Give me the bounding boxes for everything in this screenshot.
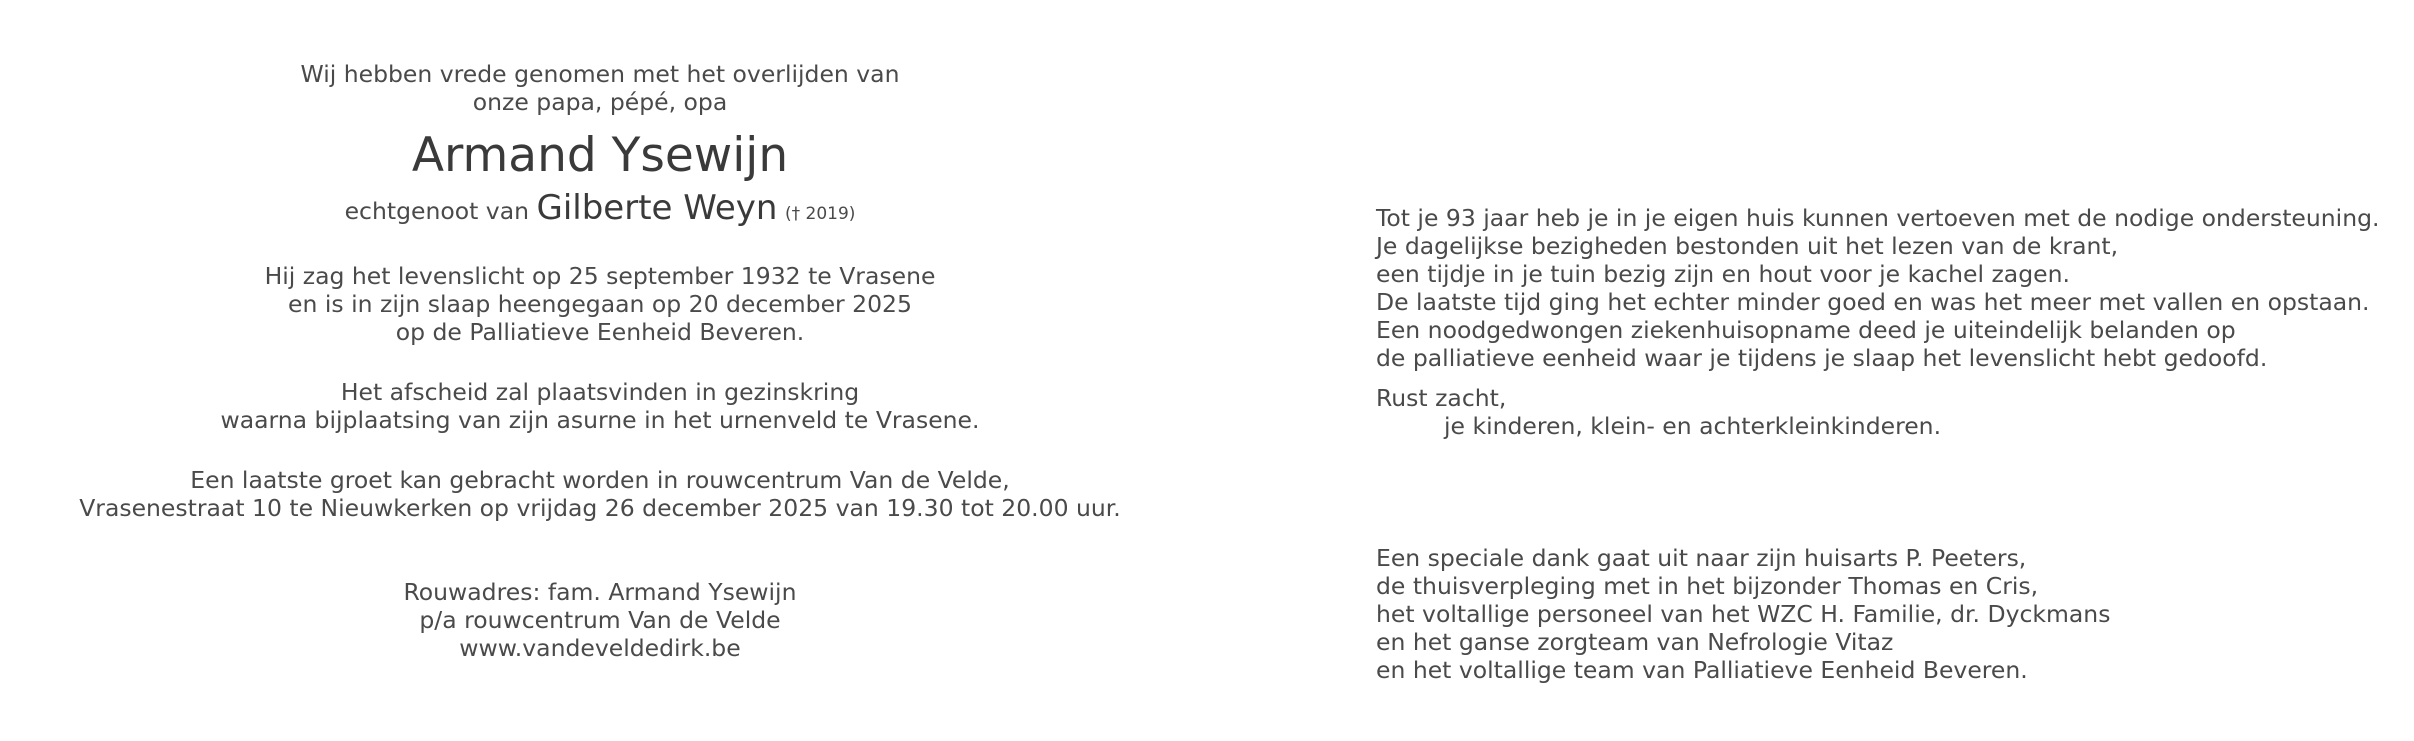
spouse-death: († 2019) bbox=[784, 204, 856, 224]
story-line: Een noodgedwongen ziekenhuisopname deed je uiteindelijk belanden op bbox=[1376, 316, 2236, 344]
intro-line: onze papa, pépé, opa bbox=[472, 88, 728, 116]
address-line: Rouwadres: fam. Armand Ysewijn bbox=[403, 578, 797, 606]
story-line: De laatste tijd ging het echter minder goed en was het meer met vallen en opstaan. bbox=[1376, 288, 2370, 316]
story-line: Je dagelijkse bezigheden bestonden uit het lezen van de krant, bbox=[1376, 232, 2119, 260]
spouse-prefix: echtgenoot van bbox=[344, 197, 529, 225]
story-line: Tot je 93 jaar heb je in je eigen huis kunnen vertoeven met de nodige ondersteuning. bbox=[1376, 204, 2380, 232]
deceased-name: Armand Ysewijn bbox=[411, 128, 789, 183]
intro-line: Wij hebben vrede genomen met het overlijden van bbox=[300, 60, 900, 88]
address-line: p/a rouwcentrum Van de Velde bbox=[419, 606, 781, 634]
spouse-line bbox=[0, 188, 1200, 234]
signature-line: je kinderen, klein- en achterkleinkinderen. bbox=[1444, 412, 1942, 440]
thanks-line: de thuisverpleging met in het bijzonder Thomas en Cris, bbox=[1376, 572, 2039, 600]
farewell-line: waarna bijplaatsing van zijn asurne in het urnenveld te Vrasene. bbox=[220, 406, 980, 434]
thanks-line: het voltallige personeel van het WZC H. Familie, dr. Dyckmans bbox=[1376, 600, 2111, 628]
right-column bbox=[1376, 0, 2396, 684]
thanks-line: Een speciale dank gaat uit naar zijn huisarts P. Peeters, bbox=[1376, 544, 2027, 572]
birth-line: Hij zag het levenslicht op 25 september 1932 te Vrasene bbox=[264, 262, 936, 290]
greeting-line: Vrasenestraat 10 te Nieuwkerken op vrijdag 26 december 2025 van 19.30 tot 20.00 uur. bbox=[79, 494, 1121, 522]
birth-line: en is in zijn slaap heengegaan op 20 december 2025 bbox=[288, 290, 912, 318]
spouse-name: Gilberte Weyn bbox=[536, 188, 778, 228]
thanks-line: en het ganse zorgteam van Nefrologie Vitaz bbox=[1376, 628, 1894, 656]
left-column bbox=[0, 0, 1200, 662]
story-line: de palliatieve eenheid waar je tijdens je slaap het levenslicht hebt gedoofd. bbox=[1376, 344, 2268, 372]
story-line: een tijdje in je tuin bezig zijn en hout voor je kachel zagen. bbox=[1376, 260, 2070, 288]
website-link[interactable]: www.vandeveldedirk.be bbox=[459, 634, 741, 662]
birth-line: op de Palliatieve Eenheid Beveren. bbox=[395, 318, 805, 346]
thanks-line: en het voltallige team van Palliatieve Eenheid Beveren. bbox=[1376, 656, 2028, 684]
farewell-line: Het afscheid zal plaatsvinden in gezinskring bbox=[340, 378, 860, 406]
rest-line: Rust zacht, bbox=[1376, 384, 1507, 412]
greeting-line: Een laatste groet kan gebracht worden in rouwcentrum Van de Velde, bbox=[190, 466, 1010, 494]
